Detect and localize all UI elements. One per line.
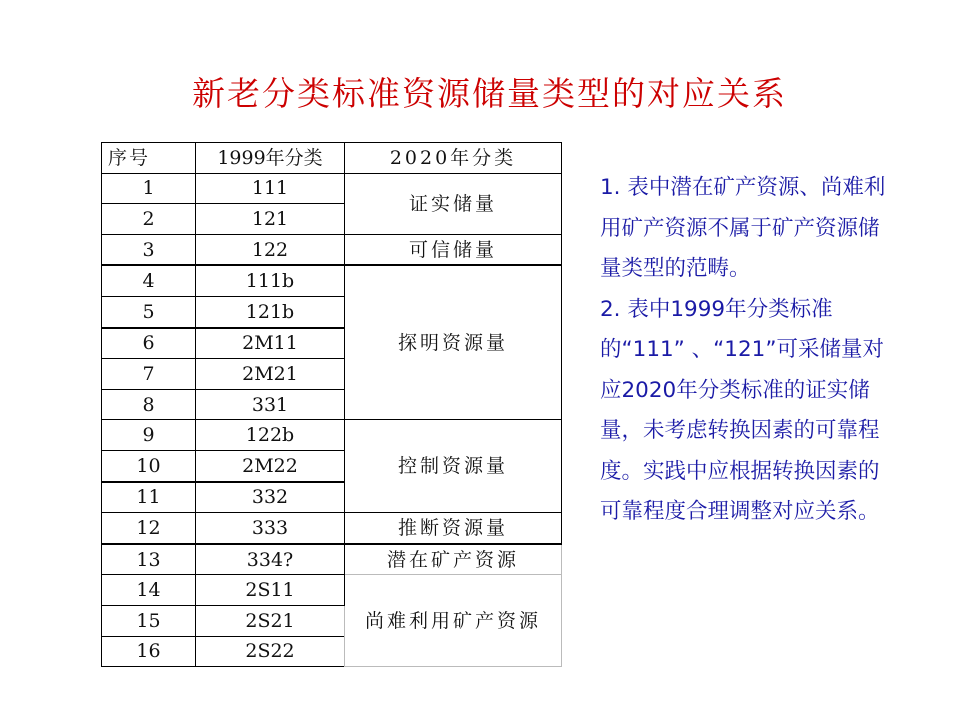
row-old-code: 2M11 <box>196 328 345 359</box>
group-hard-to-use-resources: 尚难利用矿产资源 <box>345 575 562 667</box>
row-seq: 4 <box>102 265 196 296</box>
table-row <box>102 234 562 265</box>
group-probable-reserves: 可信储量 <box>345 234 562 265</box>
row-old-code: 121b <box>196 296 345 327</box>
row-old-code: 2S22 <box>196 636 345 667</box>
row-seq: 15 <box>102 605 196 636</box>
row-seq: 11 <box>102 482 196 513</box>
header-seq: 序号 <box>102 143 196 174</box>
header-2020: 2020年分类 <box>345 143 562 174</box>
table-row <box>102 420 562 451</box>
row-old-code: 332 <box>196 482 345 513</box>
row-old-code: 2S21 <box>196 605 345 636</box>
row-old-code: 331 <box>196 389 345 420</box>
table-header-row <box>102 143 562 174</box>
table-row <box>102 513 562 544</box>
row-old-code: 121 <box>196 204 345 235</box>
row-seq: 2 <box>102 204 196 235</box>
table-row <box>102 544 562 575</box>
group-proved-reserves: 证实储量 <box>345 173 562 234</box>
table-row <box>102 265 562 296</box>
row-seq: 16 <box>102 636 196 667</box>
row-old-code: 122 <box>196 234 345 265</box>
row-seq: 7 <box>102 359 196 390</box>
group-indicated-resources: 控制资源量 <box>345 420 562 513</box>
group-potential-resources: 潜在矿产资源 <box>345 544 562 575</box>
row-seq: 12 <box>102 513 196 544</box>
row-old-code: 2M21 <box>196 359 345 390</box>
row-seq: 6 <box>102 328 196 359</box>
table-row <box>102 575 562 606</box>
row-seq: 9 <box>102 420 196 451</box>
page-title: 新老分类标准资源储量类型的对应关系 <box>192 74 787 113</box>
header-1999: 1999年分类 <box>196 143 345 174</box>
row-seq: 10 <box>102 450 196 481</box>
row-seq: 3 <box>102 234 196 265</box>
row-old-code: 122b <box>196 420 345 451</box>
row-seq: 1 <box>102 173 196 204</box>
row-seq: 8 <box>102 389 196 420</box>
group-inferred-resources: 推断资源量 <box>345 513 562 544</box>
note-2: 2. 表中1999年分类标准的“111” 、“121”可采储量对应2020年分类标准的证实储量，未考虑转换因素的可靠程度。实践中应根据转换因素的可靠程度合理调整对应关系。 <box>600 296 884 524</box>
table-row <box>102 173 562 204</box>
row-old-code: 334? <box>196 544 345 575</box>
row-old-code: 111 <box>196 173 345 204</box>
row-seq: 14 <box>102 575 196 606</box>
row-old-code: 2S11 <box>196 575 345 606</box>
row-seq: 13 <box>102 544 196 575</box>
note-1: 1. 表中潜在矿产资源、尚难利用矿产资源不属于矿产资源储量类型的范畴。 <box>600 175 886 281</box>
row-old-code: 333 <box>196 513 345 544</box>
row-seq: 5 <box>102 296 196 327</box>
classification-table <box>101 142 562 667</box>
notes-panel <box>600 168 900 533</box>
row-old-code: 2M22 <box>196 450 345 481</box>
group-measured-resources: 探明资源量 <box>345 265 562 419</box>
row-old-code: 111b <box>196 265 345 296</box>
